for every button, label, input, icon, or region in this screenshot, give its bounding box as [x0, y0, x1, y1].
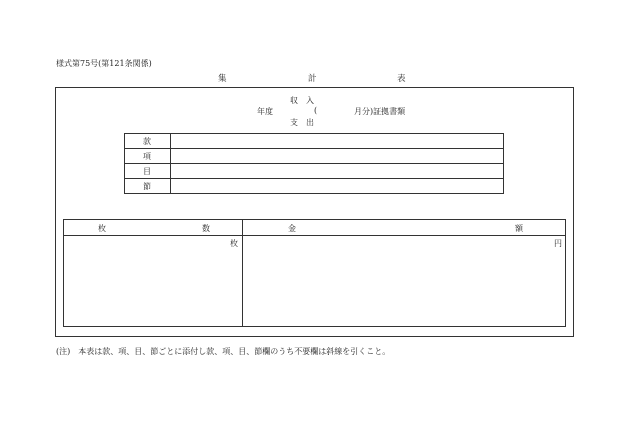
totals-table — [63, 219, 566, 327]
title-char-2: 計 — [308, 74, 317, 84]
expense-label: 支 出 — [290, 118, 314, 127]
row-value-moku[interactable] — [171, 164, 504, 179]
page-title — [0, 72, 630, 84]
form-number: 様式第75号(第121条関係) — [56, 59, 152, 68]
amount-header-char-2: 額 — [515, 224, 523, 233]
classification-table — [124, 133, 504, 194]
footnote: (注) 本表は款、項、目、節ごとに添付し款、項、目、節欄のうち不要欄は斜線を引くこと。 — [56, 347, 391, 356]
amount-header-char-1: 金 — [288, 224, 296, 233]
count-header-char-2: 数 — [202, 224, 210, 233]
amount-value-cell[interactable] — [243, 236, 565, 326]
paren-open: ( — [314, 106, 318, 115]
classification-row — [125, 164, 504, 179]
amount-unit: 円 — [554, 239, 562, 248]
classification-row — [125, 134, 504, 149]
row-label-setsu: 節 — [125, 179, 171, 194]
title-char-1: 集 — [218, 74, 227, 84]
count-header-char-1: 枚 — [98, 224, 106, 233]
title-char-3: 表 — [397, 74, 406, 84]
receipt-label: 収 入 — [290, 96, 314, 105]
month-evidence-label: 月分)証拠書類 — [354, 107, 406, 116]
count-unit: 枚 — [230, 239, 238, 248]
row-value-kan[interactable] — [171, 134, 504, 149]
classification-row — [125, 179, 504, 194]
count-value-cell[interactable] — [64, 236, 242, 326]
fiscal-year-label: 年度 — [257, 107, 273, 116]
row-label-kou: 項 — [125, 149, 171, 164]
row-label-moku: 目 — [125, 164, 171, 179]
row-value-setsu[interactable] — [171, 179, 504, 194]
row-label-kan: 款 — [125, 134, 171, 149]
row-value-kou[interactable] — [171, 149, 504, 164]
classification-row — [125, 149, 504, 164]
